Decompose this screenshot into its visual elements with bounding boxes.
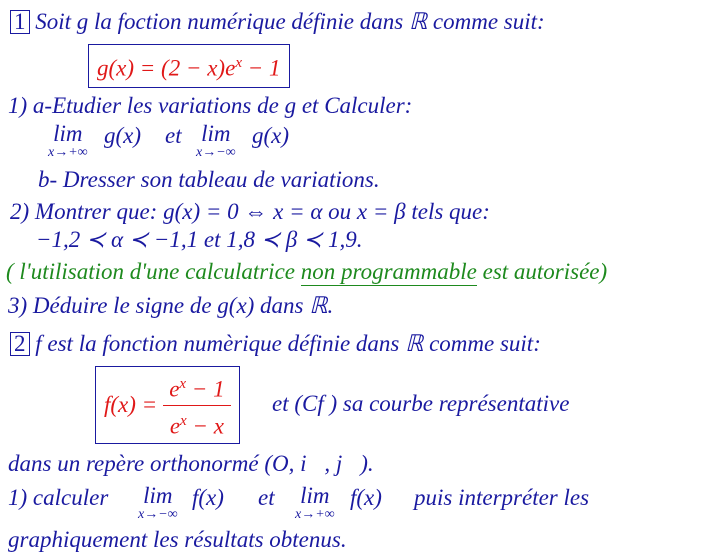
question-3: 3) Déduire le signe de g(x) dans ℝ.	[8, 293, 334, 318]
limit-f-minus-inf	[138, 484, 178, 522]
part2-intro: f est la fonction numèrique définie dans ℝ comme suit:	[35, 331, 541, 356]
curve-description: et (Cf ) sa courbe représentative	[272, 391, 570, 416]
f-numerator: $e^x - 1$	[163, 371, 230, 406]
limit-g-minus-inf	[196, 122, 236, 160]
question-2-1-start: 1) calculer	[8, 485, 109, 510]
et-2: et	[258, 485, 275, 510]
question-2-bounds: −1,2 ≺ α ≺ −1,1 et 1,8 ≺ β ≺ 1,9.	[36, 227, 363, 252]
question-2-1-cont: graphiquement les résultats obtenus.	[8, 527, 347, 552]
part1-number-box: 1	[10, 10, 30, 34]
f-func-2: f(x)	[350, 485, 382, 510]
lim-word: lim	[143, 483, 173, 508]
question-2: 2) Montrer que: g(x) = 0 ⇔ x = α ou x = β tels que:	[10, 199, 490, 224]
lim-word: lim	[201, 121, 231, 146]
g-func-1: g(x)	[104, 123, 142, 148]
f-func-1: f(x)	[192, 485, 224, 510]
question-2-1-end: puis interpréter les	[414, 485, 590, 510]
g-formula-box	[88, 44, 290, 88]
repere-text: dans un repère orthonormé (O, i⃗, j⃗).	[8, 451, 374, 476]
f-formula-lhs: f(x) =	[104, 392, 158, 418]
limit-f-plus-inf	[295, 484, 335, 522]
question-1a: 1) a-Etudier les variations de g et Calculer:	[8, 93, 413, 118]
part2-number-box: 2	[10, 332, 30, 356]
f-fraction	[163, 371, 230, 439]
lim-word: lim	[300, 483, 330, 508]
g-func-2: g(x)	[252, 123, 290, 148]
calculator-note	[6, 258, 607, 286]
f-formula-box	[95, 366, 240, 444]
f-denominator: $e^x - x$	[169, 412, 224, 439]
part2-header	[10, 330, 541, 358]
part1-header	[10, 8, 545, 36]
g-formula-tail: − 1	[241, 55, 281, 81]
note-start: ( l'utilisation d'une calculatrice	[6, 259, 301, 284]
lim-subscript: x→+∞	[295, 507, 335, 522]
note-end: est autorisée)	[476, 259, 608, 284]
g-formula-exp: x	[235, 55, 242, 71]
lim-subscript: x→−∞	[138, 507, 178, 522]
lim-word: lim	[53, 121, 83, 146]
et-1: et	[165, 123, 182, 148]
question-1b: b- Dresser son tableau de variations.	[38, 167, 380, 192]
note-underlined: non programmable	[300, 259, 477, 284]
lim-subscript: x→+∞	[48, 145, 88, 160]
g-formula-lhs: g(x) = (2 − x)e	[97, 55, 236, 81]
lim-subscript: x→−∞	[196, 145, 236, 160]
part1-intro: Soit g la foction numérique définie dans ℝ comme suit:	[35, 9, 545, 34]
limit-g-plus-inf	[48, 122, 88, 160]
